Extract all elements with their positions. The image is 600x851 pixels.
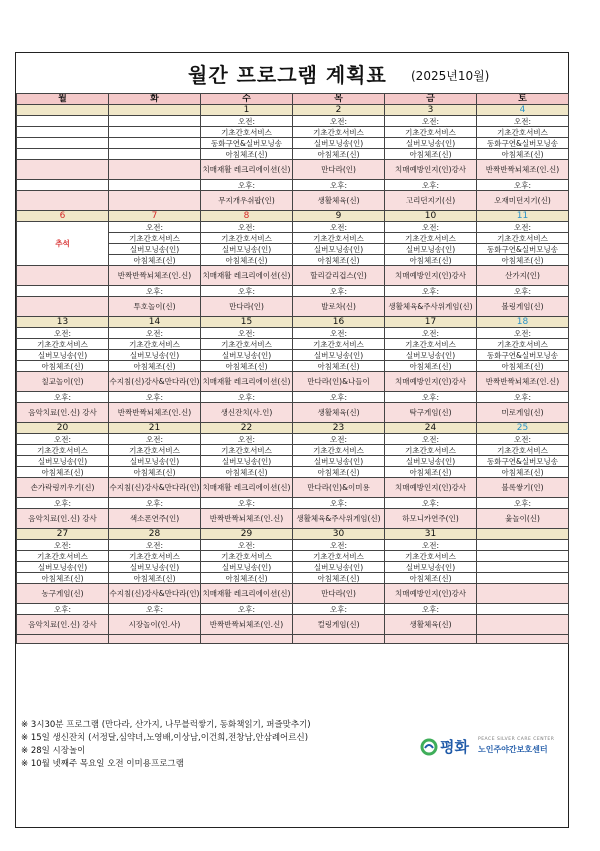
am-service <box>477 551 569 562</box>
am-song: 실버모닝송(인) <box>293 244 385 255</box>
pm-label: 오후: <box>477 286 569 297</box>
program-cell: 오재미던지기(신) <box>477 191 569 211</box>
program-cell: 반짝반짝뇌체조(인.신) <box>477 372 569 392</box>
am-service: 기초간호서비스 <box>17 551 109 562</box>
am-song: 실버모닝송(인) <box>109 350 201 361</box>
am-song: 실버모닝송(인) <box>17 456 109 467</box>
am-exercise: 아침체조(신) <box>109 361 201 372</box>
am-song <box>477 562 569 573</box>
am-service: 기초간호서비스 <box>201 551 293 562</box>
program-cell: 칠교놀이(인) <box>17 372 109 392</box>
program-cell: 음악치료(인.신) 강사 <box>17 615 109 635</box>
am-label: 오전: <box>109 222 201 233</box>
pm-label: 오후: <box>201 604 293 615</box>
program-cell: 탁구게임(신) <box>385 403 477 423</box>
am-song: 동화구연&실버모닝송 <box>477 244 569 255</box>
pm-label: 오후: <box>109 498 201 509</box>
am-exercise: 아침체조(신) <box>201 573 293 584</box>
pm-label: 오후: <box>385 498 477 509</box>
pm-label: 오후: <box>109 604 201 615</box>
am-song: 실버모닝송(인) <box>109 244 201 255</box>
page-subtitle: (2025년10월) <box>411 69 490 83</box>
am-service: 기초간호서비스 <box>17 445 109 456</box>
am-service: 기초간호서비스 <box>293 233 385 244</box>
am-service: 기초간호서비스 <box>385 127 477 138</box>
am-song: 실버모닝송(인) <box>201 456 293 467</box>
am-service: 기초간호서비스 <box>293 339 385 350</box>
am-song: 실버모닝송(인) <box>293 350 385 361</box>
am-exercise: 아침체조(신) <box>17 467 109 478</box>
am-exercise: 아침체조(신) <box>385 573 477 584</box>
date-cell: 9 <box>293 211 385 222</box>
date-cell: 24 <box>385 423 477 434</box>
date-cell: 27 <box>17 529 109 540</box>
spacer-cell <box>109 635 201 644</box>
am-service: 기초간호서비스 <box>201 339 293 350</box>
program-cell: 수지침(신)강사&만다라(인) <box>109 584 201 604</box>
am-song: 실버모닝송(인) <box>109 456 201 467</box>
am-label: 오전: <box>293 222 385 233</box>
am-label: 오전: <box>17 434 109 445</box>
date-cell: 13 <box>17 317 109 328</box>
weekday-header: 목 <box>293 94 385 105</box>
program-cell: 반짝반짝뇌체조(인.신) <box>477 160 569 180</box>
am-service: 기초간호서비스 <box>293 551 385 562</box>
am-service: 기초간호서비스 <box>201 445 293 456</box>
pm-label: 오후: <box>17 604 109 615</box>
am-service: 기초간호서비스 <box>109 445 201 456</box>
date-cell: 14 <box>109 317 201 328</box>
am-exercise: 아침체조(신) <box>201 149 293 160</box>
am-service: 기초간호서비스 <box>17 339 109 350</box>
am-exercise <box>109 149 201 160</box>
am-label: 오전: <box>201 540 293 551</box>
program-cell: 수지침(신)강사&만다라(인) <box>109 478 201 498</box>
program-cell: 만다라(인) <box>201 297 293 317</box>
date-cell: 11 <box>477 211 569 222</box>
program-cell: 손가락링끼우기(신) <box>17 478 109 498</box>
am-label: 오전: <box>477 222 569 233</box>
am-song: 동화구연&실버모닝송 <box>201 138 293 149</box>
program-cell: 생활체육(신) <box>385 615 477 635</box>
pm-label: 오후: <box>385 392 477 403</box>
program-cell: 치매재활 레크리에이션(신) <box>201 266 293 286</box>
pm-label: 오후: <box>477 498 569 509</box>
footer-note: ※ 15일 생신잔치 (서정달,심약녀,노영배,이상남,이건희,전창남,안삼례어르신) <box>21 733 309 743</box>
program-cell <box>17 191 109 211</box>
am-song: 동화구연&실버모닝송 <box>477 138 569 149</box>
am-song: 동화구연&실버모닝송 <box>477 456 569 467</box>
am-song: 실버모닝송(인) <box>201 350 293 361</box>
am-song: 실버모닝송(인) <box>17 562 109 573</box>
am-exercise: 아침체조(신) <box>293 573 385 584</box>
am-label: 오전: <box>201 116 293 127</box>
am-exercise: 아침체조(신) <box>293 361 385 372</box>
am-exercise <box>17 149 109 160</box>
date-cell: 23 <box>293 423 385 434</box>
weekday-header: 금 <box>385 94 477 105</box>
am-exercise: 아침체조(신) <box>477 467 569 478</box>
am-service: 기초간호서비스 <box>109 233 201 244</box>
am-label: 오전: <box>385 328 477 339</box>
program-cell: 볼링게임(신) <box>477 297 569 317</box>
program-cell: 만다라(인) <box>293 160 385 180</box>
am-song: 실버모닝송(인) <box>293 456 385 467</box>
am-service: 기초간호서비스 <box>385 445 477 456</box>
date-cell: 18 <box>477 317 569 328</box>
program-cell: 생신잔치(사.인) <box>201 403 293 423</box>
program-cell: 수지침(신)강사&만다라(인) <box>109 372 201 392</box>
program-cell: 반짝반짝뇌체조(인.신) <box>201 509 293 529</box>
date-cell: 29 <box>201 529 293 540</box>
date-cell: 30 <box>293 529 385 540</box>
am-label <box>109 116 201 127</box>
pm-label: 오후: <box>477 180 569 191</box>
program-cell: 치매재활 레크리에이션(신) <box>201 160 293 180</box>
center-logo <box>420 737 566 759</box>
date-cell: 28 <box>109 529 201 540</box>
program-cell: 음악치료(인.신) 강사 <box>17 403 109 423</box>
date-cell <box>477 529 569 540</box>
am-service: 기초간호서비스 <box>201 233 293 244</box>
program-cell: 컬링게임(신) <box>293 615 385 635</box>
program-cell: 블록쌓기(인) <box>477 478 569 498</box>
date-cell <box>17 105 109 116</box>
program-cell: 윷놀이(신) <box>477 509 569 529</box>
am-service: 기초간호서비스 <box>385 233 477 244</box>
weekday-header: 월 <box>17 94 109 105</box>
am-service: 기초간호서비스 <box>477 127 569 138</box>
am-label: 오전: <box>201 222 293 233</box>
date-cell: 6 <box>17 211 109 222</box>
am-song: 실버모닝송(인) <box>385 562 477 573</box>
logo-english-text: PEACE SILVER CARE CENTER <box>478 737 555 742</box>
am-song: 동화구연&실버모닝송 <box>477 350 569 361</box>
program-cell: 발로차(신) <box>293 297 385 317</box>
am-label: 오전: <box>385 116 477 127</box>
am-label: 오전: <box>17 540 109 551</box>
pm-label: 오후: <box>201 498 293 509</box>
am-exercise: 아침체조(신) <box>385 361 477 372</box>
spacer-cell <box>477 635 569 644</box>
pm-label: 오후: <box>201 392 293 403</box>
am-label: 오전: <box>293 116 385 127</box>
pm-label: 오후: <box>17 498 109 509</box>
am-exercise: 아침체조(신) <box>477 149 569 160</box>
am-label: 오전: <box>17 328 109 339</box>
date-cell <box>109 105 201 116</box>
am-service: 기초간호서비스 <box>293 127 385 138</box>
date-cell: 22 <box>201 423 293 434</box>
am-label <box>477 540 569 551</box>
program-cell: 생활체육&주사위게임(신) <box>293 509 385 529</box>
program-cell: 만다라(인)&이미용 <box>293 478 385 498</box>
am-song <box>109 138 201 149</box>
pm-label: 오후: <box>477 392 569 403</box>
program-cell <box>109 191 201 211</box>
am-song: 실버모닝송(인) <box>201 562 293 573</box>
am-label: 오전: <box>477 328 569 339</box>
am-label: 오전: <box>477 434 569 445</box>
program-cell: 치매예방인지(인)강사 <box>385 478 477 498</box>
am-service: 기초간호서비스 <box>109 339 201 350</box>
am-song: 실버모닝송(인) <box>201 244 293 255</box>
date-cell: 7 <box>109 211 201 222</box>
am-service: 기초간호서비스 <box>477 339 569 350</box>
am-exercise: 아침체조(신) <box>109 255 201 266</box>
am-label <box>17 116 109 127</box>
am-label: 오전: <box>293 540 385 551</box>
am-exercise: 아침체조(신) <box>109 573 201 584</box>
pm-label: 오후: <box>201 286 293 297</box>
program-cell: 음악치료(인.신) 강사 <box>17 509 109 529</box>
pm-label <box>109 180 201 191</box>
program-cell <box>477 584 569 604</box>
am-service: 기초간호서비스 <box>201 127 293 138</box>
am-song: 실버모닝송(인) <box>293 138 385 149</box>
schedule-sheet <box>15 52 569 828</box>
am-service: 기초간호서비스 <box>477 233 569 244</box>
am-label: 오전: <box>477 116 569 127</box>
am-song: 실버모닝송(인) <box>17 350 109 361</box>
pm-label <box>477 604 569 615</box>
am-label: 오전: <box>109 328 201 339</box>
schedule-table <box>16 93 569 644</box>
program-cell: 치매예방인지(인)강사 <box>385 266 477 286</box>
am-song: 실버모닝송(인) <box>385 456 477 467</box>
am-exercise: 아침체조(신) <box>385 149 477 160</box>
am-exercise: 아침체조(신) <box>293 149 385 160</box>
program-cell: 고리던지기(신) <box>385 191 477 211</box>
am-label: 오전: <box>385 434 477 445</box>
pm-label: 오후: <box>293 286 385 297</box>
program-cell: 반짝반짝뇌체조(인.신) <box>201 615 293 635</box>
am-service: 기초간호서비스 <box>293 445 385 456</box>
date-cell: 1 <box>201 105 293 116</box>
hands-icon <box>420 738 438 756</box>
pm-label: 오후: <box>293 180 385 191</box>
am-exercise: 아침체조(신) <box>201 255 293 266</box>
weekday-header: 화 <box>109 94 201 105</box>
am-service: 기초간호서비스 <box>385 339 477 350</box>
am-label: 오전: <box>109 434 201 445</box>
am-label: 오전: <box>109 540 201 551</box>
pm-label: 오후: <box>109 392 201 403</box>
program-cell <box>109 160 201 180</box>
program-cell: 무지개우쉬팝(인) <box>201 191 293 211</box>
spacer-cell <box>17 635 109 644</box>
program-cell: 치매재활 레크리에이션(신) <box>201 478 293 498</box>
date-cell: 15 <box>201 317 293 328</box>
pm-label: 오후: <box>201 180 293 191</box>
date-cell: 16 <box>293 317 385 328</box>
pm-label: 오후: <box>385 286 477 297</box>
am-exercise: 아침체조(신) <box>385 467 477 478</box>
program-cell: 생활체육&주사위게임(신) <box>385 297 477 317</box>
logo-main-text: 평화 <box>440 738 469 756</box>
program-cell: 미로게임(신) <box>477 403 569 423</box>
am-label: 오전: <box>385 540 477 551</box>
am-service: 기초간호서비스 <box>109 551 201 562</box>
program-cell: 할리갈리겁스(인) <box>293 266 385 286</box>
date-cell: 25 <box>477 423 569 434</box>
am-label: 오전: <box>385 222 477 233</box>
title-row <box>16 53 568 93</box>
program-cell: 만다라(인) <box>293 584 385 604</box>
program-cell: 산가지(인) <box>477 266 569 286</box>
pm-label: 오후: <box>293 604 385 615</box>
page-title: 월간 프로그램 계획표 <box>188 63 387 87</box>
spacer-cell <box>201 635 293 644</box>
am-label: 오전: <box>201 434 293 445</box>
weekday-header: 수 <box>201 94 293 105</box>
am-song: 실버모닝송(인) <box>109 562 201 573</box>
program-cell: 하모니카연주(인) <box>385 509 477 529</box>
program-cell: 생활체육(신) <box>293 191 385 211</box>
am-song: 실버모닝송(인) <box>385 350 477 361</box>
pm-label: 오후: <box>109 286 201 297</box>
am-exercise: 아침체조(신) <box>477 255 569 266</box>
am-song <box>17 138 109 149</box>
program-cell: 농구게임(신) <box>17 584 109 604</box>
program-cell: 치매예방인지(인)강사 <box>385 372 477 392</box>
logo-sub-text: 노인주야간보호센터 <box>478 745 548 754</box>
date-cell: 2 <box>293 105 385 116</box>
pm-label: 오후: <box>385 604 477 615</box>
spacer-cell <box>293 635 385 644</box>
date-cell: 31 <box>385 529 477 540</box>
footer-note: ※ 28일 시장놀이 <box>21 746 86 756</box>
am-label: 오전: <box>293 434 385 445</box>
am-exercise: 아침체조(신) <box>385 255 477 266</box>
am-label: 오전: <box>201 328 293 339</box>
pm-label: 오후: <box>293 392 385 403</box>
am-exercise: 아침체조(신) <box>293 467 385 478</box>
program-cell <box>477 615 569 635</box>
program-cell: 치매예방인지(인)강사 <box>385 160 477 180</box>
am-exercise: 아침체조(신) <box>201 467 293 478</box>
program-cell: 치매재활 레크리에이션(신) <box>201 372 293 392</box>
program-cell: 시장놀이(인.사) <box>109 615 201 635</box>
weekday-header: 토 <box>477 94 569 105</box>
pm-label <box>17 286 109 297</box>
am-exercise: 아침체조(신) <box>109 467 201 478</box>
date-cell: 17 <box>385 317 477 328</box>
date-cell: 4 <box>477 105 569 116</box>
footer-note: ※ 3시30분 프로그램 (만다라, 산가지, 나무블럭쌓기, 동화책읽기, 퍼즐맞추기) <box>21 720 311 730</box>
holiday-label: 추석 <box>17 222 109 266</box>
program-cell: 만다라(인)&나들이 <box>293 372 385 392</box>
date-cell: 10 <box>385 211 477 222</box>
am-service: 기초간호서비스 <box>477 445 569 456</box>
program-cell: 반짝반짝뇌체조(인.신) <box>109 403 201 423</box>
program-cell: 생활체육(신) <box>293 403 385 423</box>
am-exercise: 아침체조(신) <box>293 255 385 266</box>
am-exercise: 아침체조(신) <box>17 573 109 584</box>
footer-note: ※ 10월 넷째주 목요일 오전 이미용프로그램 <box>21 759 184 769</box>
am-service <box>17 127 109 138</box>
program-cell: 색소폰연주(인) <box>109 509 201 529</box>
am-exercise <box>477 573 569 584</box>
date-cell: 3 <box>385 105 477 116</box>
am-service <box>109 127 201 138</box>
program-cell <box>17 297 109 317</box>
program-cell <box>17 266 109 286</box>
am-service: 기초간호서비스 <box>385 551 477 562</box>
pm-label <box>17 180 109 191</box>
am-exercise: 아침체조(신) <box>477 361 569 372</box>
program-cell: 반짝반짝뇌체조(인.신) <box>109 266 201 286</box>
program-cell: 치매재활 레크리에이션(신) <box>201 584 293 604</box>
am-exercise: 아침체조(신) <box>17 361 109 372</box>
date-cell: 21 <box>109 423 201 434</box>
date-cell: 8 <box>201 211 293 222</box>
pm-label: 오후: <box>17 392 109 403</box>
spacer-cell <box>385 635 477 644</box>
program-cell: 투호놀이(신) <box>109 297 201 317</box>
am-exercise: 아침체조(신) <box>201 361 293 372</box>
am-label: 오전: <box>293 328 385 339</box>
date-cell: 20 <box>17 423 109 434</box>
am-song: 실버모닝송(인) <box>385 244 477 255</box>
program-cell: 치매예방인지(인)강사 <box>385 584 477 604</box>
program-cell <box>17 160 109 180</box>
am-song: 실버모닝송(인) <box>385 138 477 149</box>
am-song: 실버모닝송(인) <box>293 562 385 573</box>
pm-label: 오후: <box>385 180 477 191</box>
pm-label: 오후: <box>293 498 385 509</box>
